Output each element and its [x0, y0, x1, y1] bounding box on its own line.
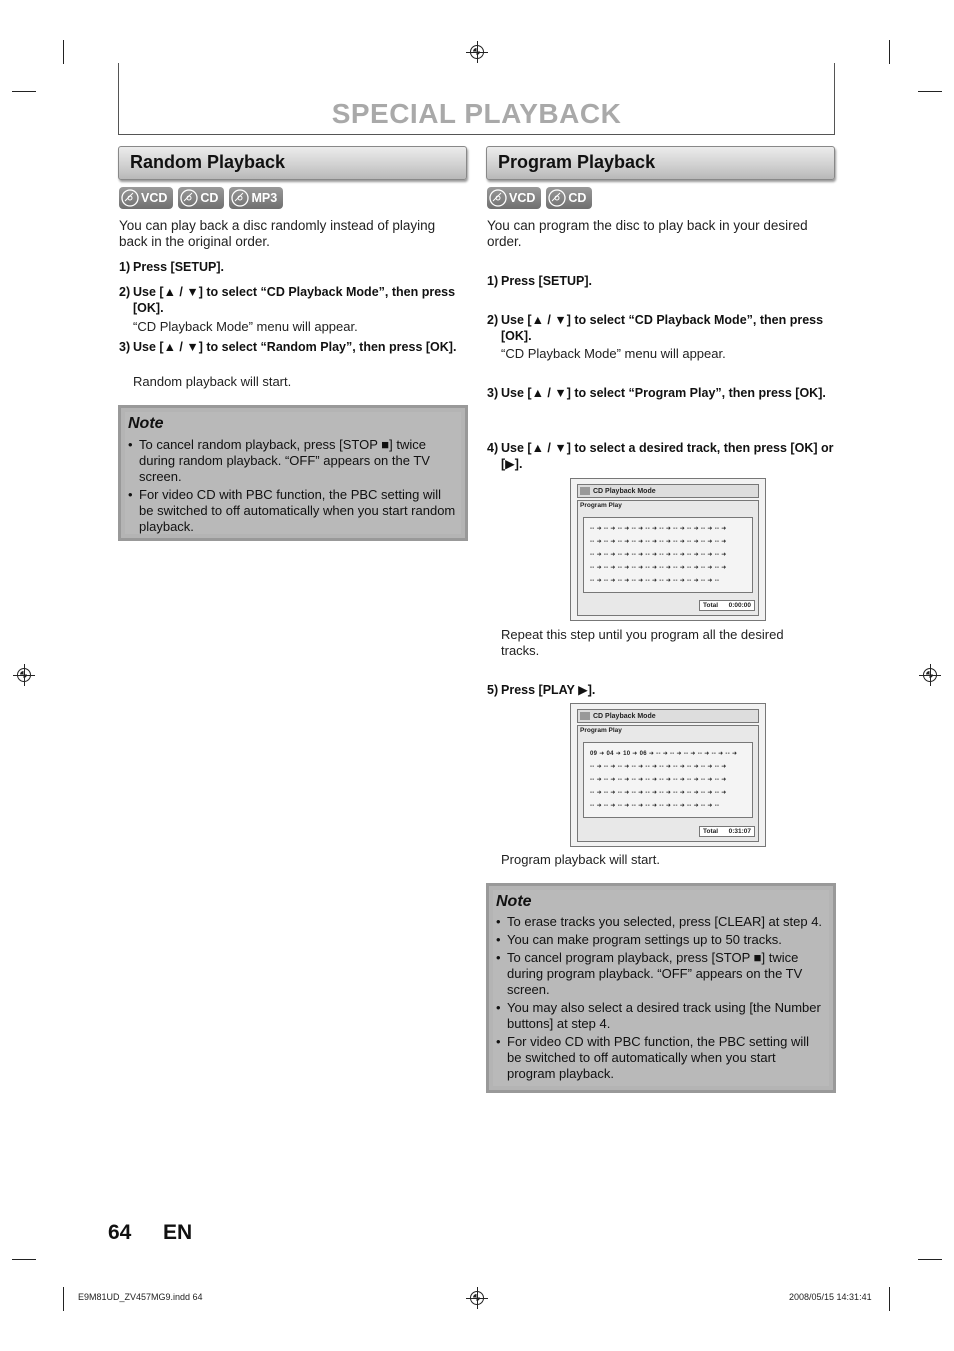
track-row: -- ➜ -- ➜ -- ➜ -- ➜ -- ➜ -- ➜ -- ➜ -- ➜ -- ➜ -- ➜ [590, 539, 727, 545]
mp3-badge [229, 187, 283, 209]
crop-mark [63, 1287, 64, 1311]
osd-panel [577, 500, 759, 616]
osd-panel-label: Program Play [580, 727, 622, 734]
osd-title-bar: CD Playback Mode [577, 709, 759, 723]
badge-label: MP3 [251, 191, 278, 205]
cd-badge [546, 187, 592, 209]
track-row: -- ➜ -- ➜ -- ➜ -- ➜ -- ➜ -- ➜ -- ➜ -- ➜ -- ➜ -- [590, 803, 720, 809]
disc-icon [180, 189, 198, 207]
track-row: -- ➜ -- ➜ -- ➜ -- ➜ -- ➜ -- ➜ -- ➜ -- ➜ -- ➜ -- [590, 578, 720, 584]
track-row: -- ➜ -- ➜ -- ➜ -- ➜ -- ➜ -- ➜ -- ➜ -- ➜ -- ➜ -- ➜ [590, 526, 727, 532]
osd-panel [577, 725, 759, 842]
footer-file: E9M81UD_ZV457MG9.indd 64 [78, 1292, 203, 1302]
program-step-1: 1) Press [SETUP]. [487, 274, 593, 288]
crop-mark [889, 1287, 890, 1311]
registration-mark-icon [470, 45, 484, 59]
program-disc-badges [487, 187, 592, 209]
track-row: -- ➜ -- ➜ -- ➜ -- ➜ -- ➜ -- ➜ -- ➜ -- ➜ -- ➜ -- ➜ [590, 552, 727, 558]
program-step-3: 3) Use [▲ / ▼] to select “Program Play”, then press [OK]. [487, 386, 826, 400]
cd-badge [178, 187, 224, 209]
program-step-4-result: Repeat this step until you program all the desired tracks. [501, 627, 784, 658]
badge-label: VCD [509, 191, 536, 205]
crop-mark [12, 1259, 36, 1260]
disc-icon [489, 189, 507, 207]
registration-mark-icon [923, 668, 937, 682]
disc-icon [548, 189, 566, 207]
title-frame [118, 63, 835, 135]
osd-track-grid [583, 517, 753, 593]
osd-screen-program-empty [570, 478, 766, 621]
badge-label: CD [200, 191, 219, 205]
osd-track-grid [583, 742, 753, 818]
track-row: -- ➜ -- ➜ -- ➜ -- ➜ -- ➜ -- ➜ -- ➜ -- ➜ -- ➜ -- ➜ [590, 565, 727, 571]
osd-panel-label: Program Play [580, 502, 622, 509]
crop-mark [918, 91, 942, 92]
vcd-badge [119, 187, 173, 209]
random-note-list [127, 437, 457, 537]
badge-label: VCD [141, 191, 168, 205]
note-item: • For video CD with PBC function, the PBC setting will be switched to off automatically when you start random playback. [127, 487, 457, 535]
crop-mark [889, 40, 890, 64]
crop-mark [12, 91, 36, 92]
program-note-box [486, 883, 836, 1093]
random-playback-heading: Random Playback [118, 146, 467, 180]
note-item: • For video CD with PBC function, the PBC setting will be switched to off automatically when you start program playback. [495, 1034, 827, 1082]
crop-mark [918, 1259, 942, 1260]
random-step-3: 3) Use [▲ / ▼] to select “Random Play”, then press [OK]. [119, 340, 457, 354]
random-disc-badges [119, 187, 283, 209]
random-step-2: 2) Use [▲ / ▼] to select “CD Playback Mode”, then press [OK]. [119, 285, 456, 315]
osd-total: Total 0:00:00 [699, 600, 755, 611]
page-title: SPECIAL PLAYBACK [331, 98, 622, 129]
track-row: -- ➜ -- ➜ -- ➜ -- ➜ -- ➜ -- ➜ -- ➜ -- ➜ -- ➜ -- ➜ [590, 764, 727, 770]
disc-icon [231, 189, 249, 207]
program-step-5-result: Program playback will start. [501, 852, 660, 867]
random-step-3-result: Random playback will start. [133, 374, 292, 389]
track-row: -- ➜ -- ➜ -- ➜ -- ➜ -- ➜ -- ➜ -- ➜ -- ➜ -- ➜ -- ➜ [590, 790, 727, 796]
note-item: • To erase tracks you selected, press [CLEAR] at step 4. [495, 914, 827, 930]
note-item: • You can make program settings up to 50 tracks. [495, 932, 827, 948]
note-item: • To cancel program playback, press [STOP ■] twice during program playback. “OFF” appears on the TV screen. [495, 950, 827, 998]
note-title: Note [128, 415, 164, 432]
note-item: • To cancel random playback, press [STOP ■] twice during random playback. “OFF” appears on the TV screen. [127, 437, 457, 485]
osd-total: Total 0:31:07 [699, 826, 755, 837]
footer-date: 2008/05/15 14:31:41 [789, 1292, 872, 1302]
random-step-2-result: “CD Playback Mode” menu will appear. [133, 319, 358, 334]
track-row: -- ➜ -- ➜ -- ➜ -- ➜ -- ➜ -- ➜ -- ➜ -- ➜ -- ➜ -- ➜ [590, 777, 727, 783]
osd-screen-program-set [570, 703, 766, 847]
note-title: Note [496, 893, 532, 910]
vcd-badge [487, 187, 541, 209]
language-code: EN [163, 1221, 193, 1244]
program-note-list [495, 914, 827, 1084]
program-step-2: 2) Use [▲ / ▼] to select “CD Playback Mode”, then press [OK]. [487, 313, 824, 343]
note-item: • You may also select a desired track using [the Number buttons] at step 4. [495, 1000, 827, 1032]
cd-icon [580, 487, 590, 495]
program-step-2-result: “CD Playback Mode” menu will appear. [501, 346, 726, 361]
program-step-4: 4) Use [▲ / ▼] to select a desired track, then press [OK] or [▶]. [487, 441, 834, 471]
random-step-1: 1) Press [SETUP]. [119, 260, 225, 274]
track-row: 09 ➜ 04 ➜ 10 ➜ 06 ➜ -- ➜ -- ➜ -- ➜ -- ➜ -- ➜ -- ➜ [590, 751, 738, 757]
random-note-box [118, 405, 468, 541]
program-playback-heading: Program Playback [486, 146, 835, 180]
random-intro: You can play back a disc randomly instead of playing back in the original order. [119, 218, 436, 249]
osd-title-bar: CD Playback Mode [577, 484, 759, 498]
disc-icon [121, 189, 139, 207]
crop-mark [63, 40, 64, 64]
badge-label: CD [568, 191, 587, 205]
program-step-5: 5) Press [PLAY ▶]. [487, 683, 596, 697]
page-number: 64 [108, 1221, 132, 1244]
cd-icon [580, 712, 590, 720]
program-intro: You can program the disc to play back in your desired order. [487, 218, 808, 249]
registration-mark-icon [470, 1291, 484, 1305]
registration-mark-icon [17, 668, 31, 682]
